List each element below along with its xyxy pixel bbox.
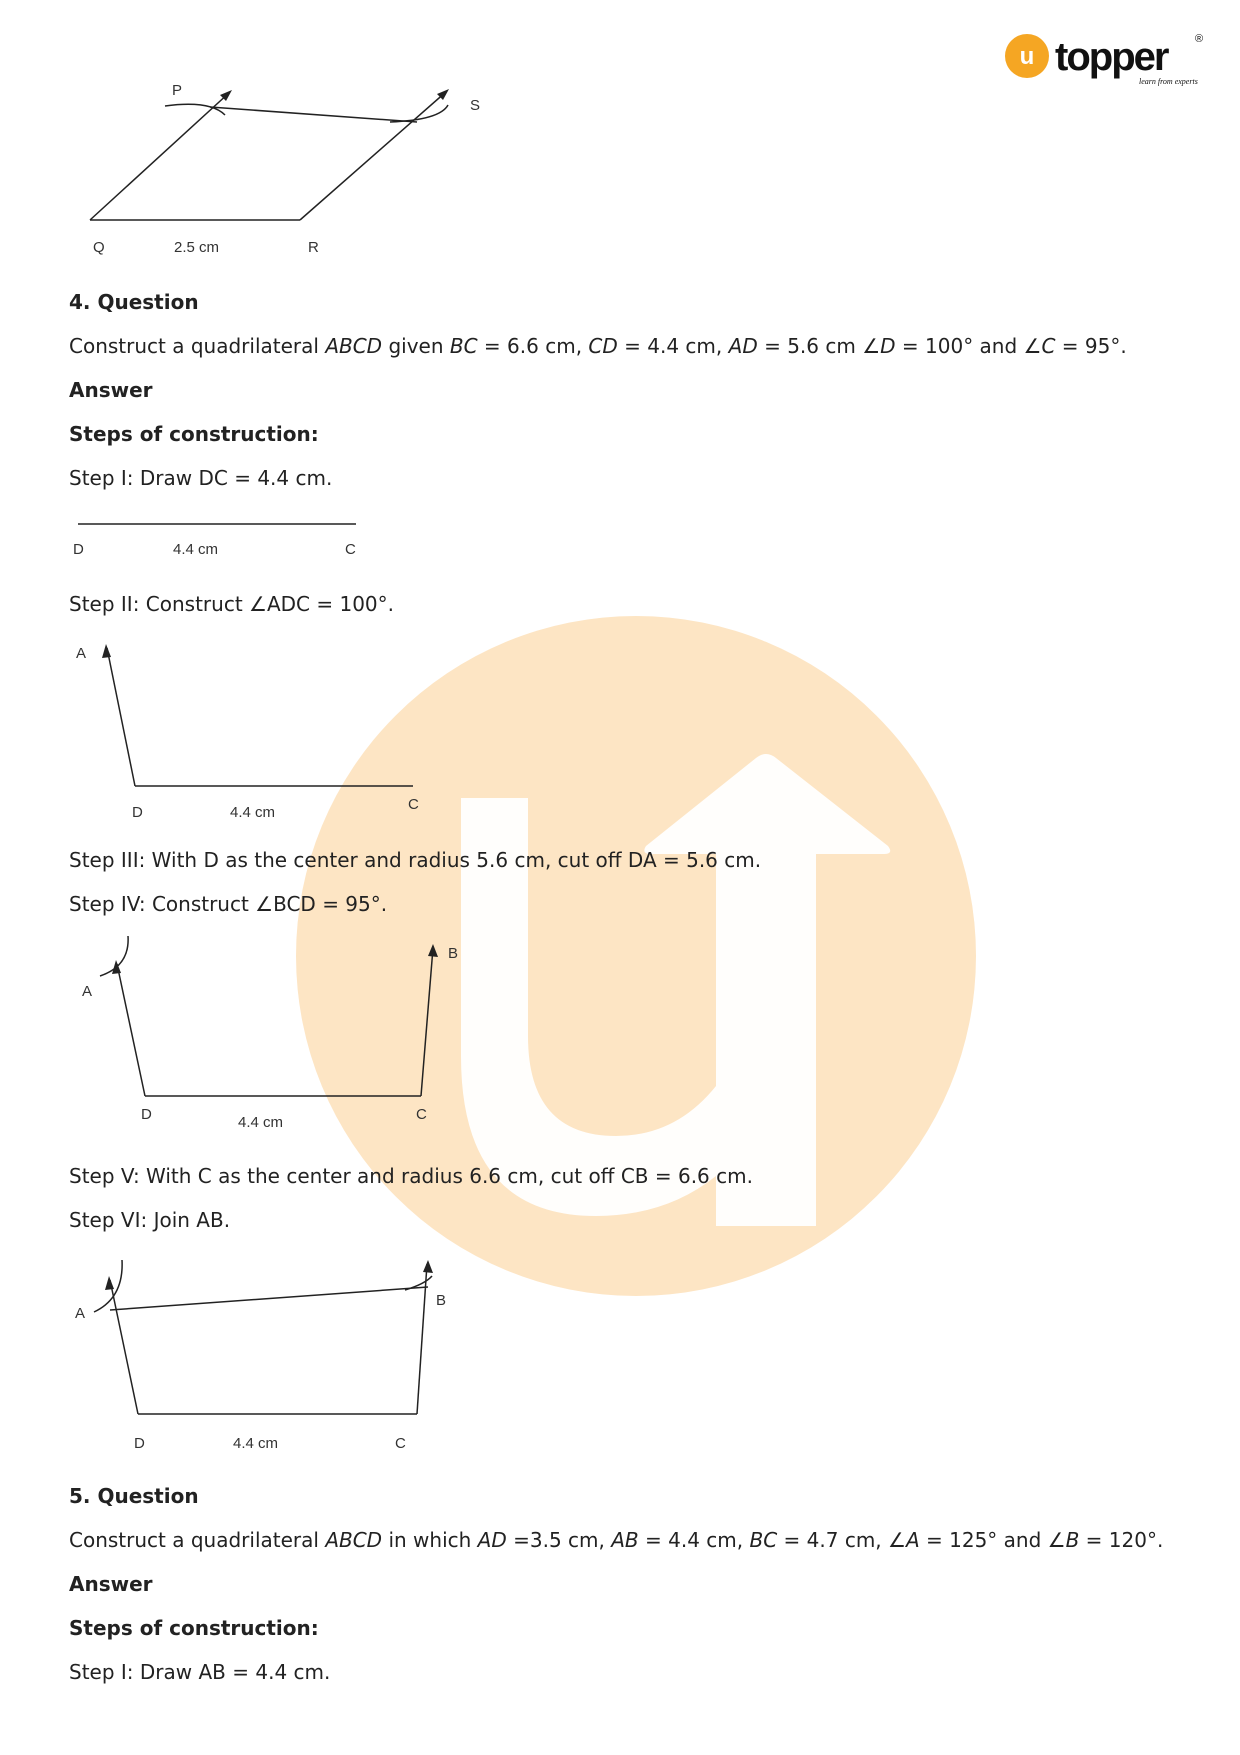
q4-heading: 4. Question — [69, 290, 199, 314]
q4-step-3: Step III: With D as the center and radius 5.6 cm, cut off DA = 5.6 cm. — [69, 848, 762, 872]
fig4-label-d: D — [134, 1435, 145, 1452]
label-q: Q — [93, 239, 105, 256]
logo-registered: ® — [1195, 33, 1204, 45]
fig2-label-d: D — [132, 804, 143, 821]
topper-logo — [1005, 32, 1205, 92]
fig4-label-length: 4.4 cm — [233, 1435, 279, 1452]
fig1-label-d: D — [73, 541, 84, 558]
q4-step-1: Step I: Draw DC = 4.4 cm. — [69, 466, 333, 490]
figure-step4 — [60, 936, 480, 1136]
fig3-label-c: C — [416, 1106, 427, 1123]
q5-answer-label: Answer — [69, 1572, 153, 1596]
fig1-label-c: C — [345, 541, 356, 558]
q5-step-1: Step I: Draw AB = 4.4 cm. — [69, 1660, 331, 1684]
figure-step2 — [60, 636, 440, 826]
fig3-label-length: 4.4 cm — [238, 1114, 284, 1131]
q4-step-4: Step IV: Construct ∠BCD = 95°. — [69, 892, 388, 916]
q4-answer-label: Answer — [69, 378, 153, 402]
label-s: S — [470, 97, 481, 114]
q4-step-2: Step II: Construct ∠ADC = 100°. — [69, 592, 394, 616]
fig2-label-length: 4.4 cm — [230, 804, 276, 821]
fig2-label-a: A — [76, 645, 87, 662]
q5-heading: 5. Question — [69, 1484, 199, 1508]
fig1-label-length: 4.4 cm — [173, 541, 219, 558]
fig2-label-c: C — [408, 796, 419, 813]
q4-step-6: Step VI: Join AB. — [69, 1208, 231, 1232]
label-length: 2.5 cm — [174, 239, 220, 256]
figure-step6 — [60, 1254, 480, 1454]
figure-step1 — [60, 510, 380, 560]
logo-brand: topper — [1055, 35, 1168, 79]
fig4-label-b: B — [436, 1292, 447, 1309]
svg-text:u: u — [1019, 43, 1035, 70]
fig3-label-d: D — [141, 1106, 152, 1123]
logo-tagline: learn from experts — [1139, 77, 1198, 86]
fig3-label-b: B — [448, 945, 459, 962]
fig4-label-a: A — [75, 1305, 86, 1322]
fig4-label-c: C — [395, 1435, 406, 1452]
fig3-label-a: A — [82, 983, 93, 1000]
q5-steps-heading: Steps of construction: — [69, 1616, 319, 1640]
q4-text: Construct a quadrilateral ABCD given BC = 6.6 cm, CD = 4.4 cm, AD = 5.6 cm ∠D = 100° and ∠C = 95°. — [69, 334, 1127, 358]
q4-step-5: Step V: With C as the center and radius 6.6 cm, cut off CB = 6.6 cm. — [69, 1164, 753, 1188]
q4-steps-heading: Steps of construction: — [69, 422, 319, 446]
q5-text: Construct a quadrilateral ABCD in which AD =3.5 cm, AB = 4.4 cm, BC = 4.7 cm, ∠A = 125° and ∠B = 120°. — [69, 1528, 1164, 1552]
figure-parallelogram — [60, 70, 500, 270]
label-p: P — [172, 82, 183, 99]
label-r: R — [308, 239, 319, 256]
